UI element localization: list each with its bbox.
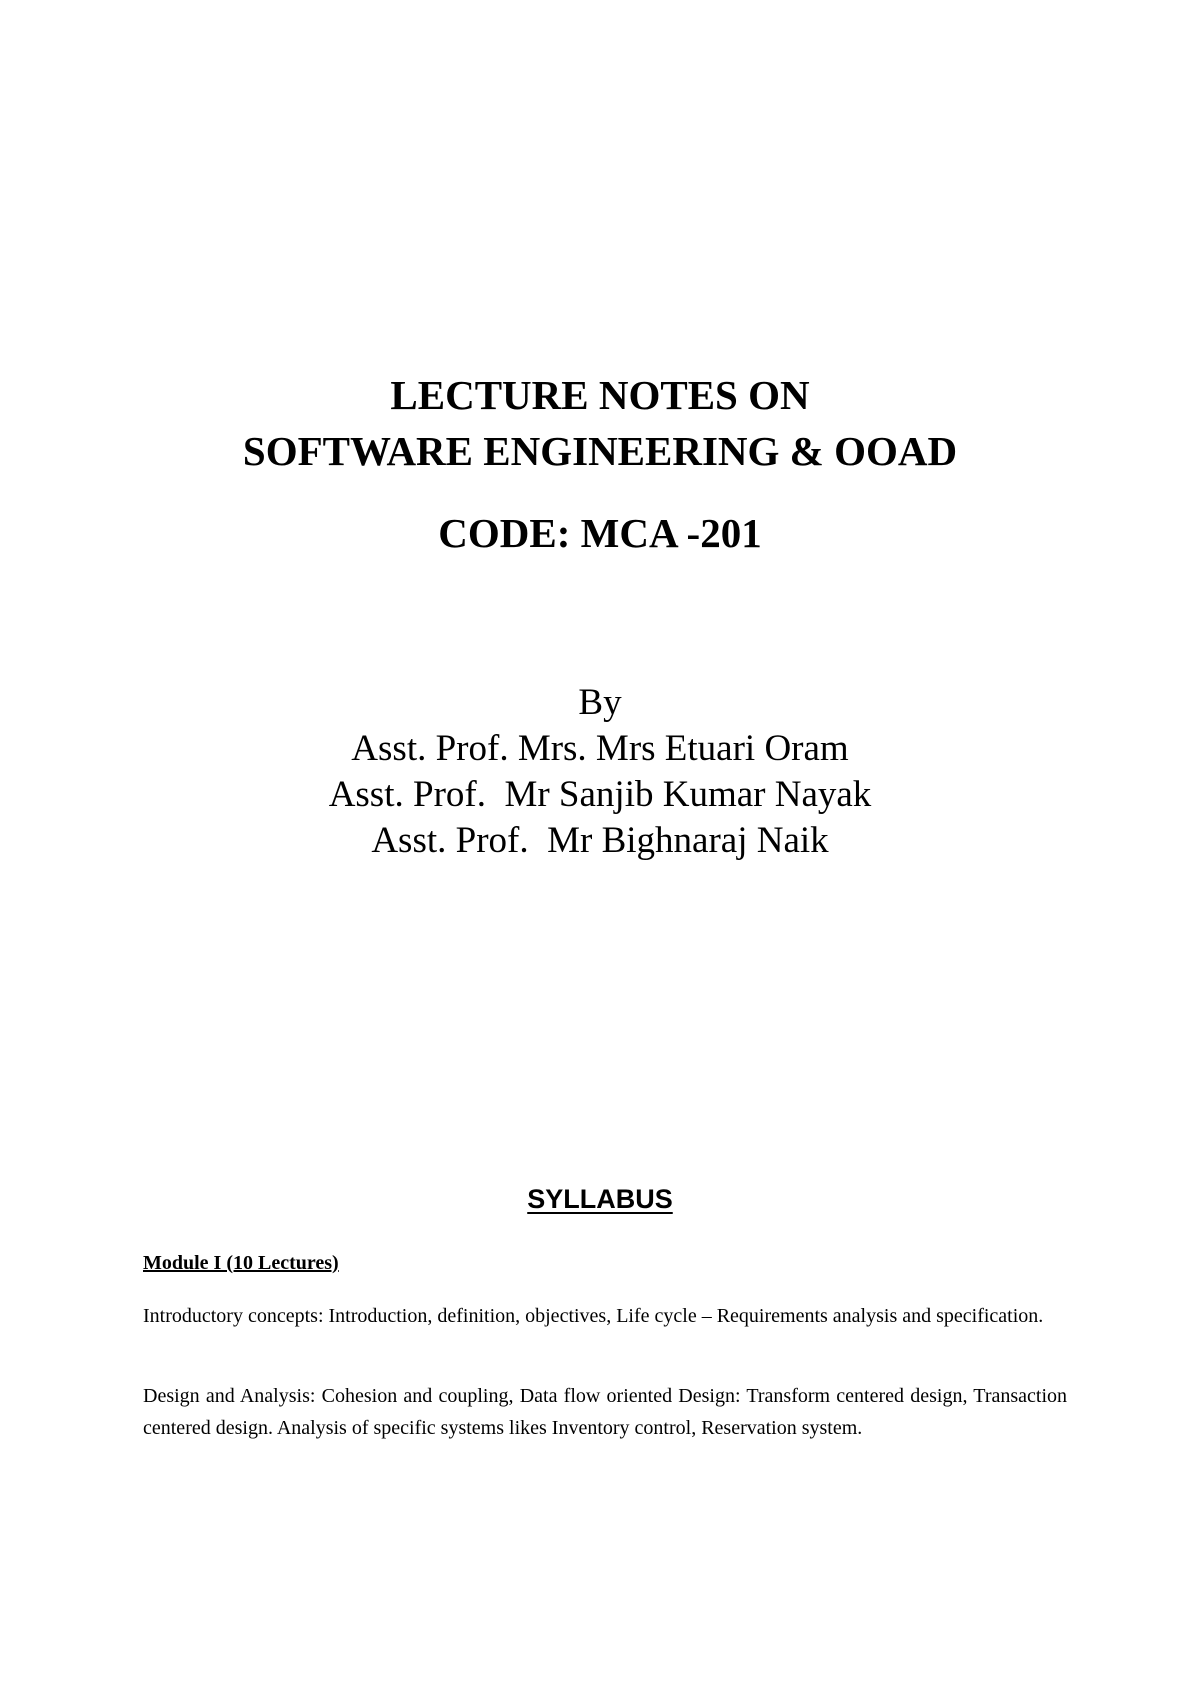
syllabus-heading: SYLLABUS xyxy=(527,1184,673,1214)
syllabus-paragraph: Design and Analysis: Cohesion and coupling, Data flow oriented Design: Transform centered design, Transaction centered design. Analysis of specific systems likes Inventory control, Reservation system. xyxy=(143,1385,1067,1439)
course-code: CODE: MCA -201 xyxy=(438,510,762,556)
author-name: Asst. Prof. Mr Sanjib Kumar Nayak xyxy=(328,774,872,815)
document-title-line-2: SOFTWARE ENGINEERING & OOAD xyxy=(242,428,958,474)
by-label: By xyxy=(578,682,622,723)
module-heading: Module I (10 Lectures) xyxy=(143,1252,339,1274)
document-title-line-1: LECTURE NOTES ON xyxy=(390,372,810,418)
author-name: Asst. Prof. Mrs. Mrs Etuari Oram xyxy=(351,728,849,769)
author-name: Asst. Prof. Mr Bighnaraj Naik xyxy=(371,820,829,861)
syllabus-paragraph: Introductory concepts: Introduction, definition, objectives, Life cycle – Requirements analysis and specification. xyxy=(143,1305,1044,1327)
author-block xyxy=(0,680,1200,864)
